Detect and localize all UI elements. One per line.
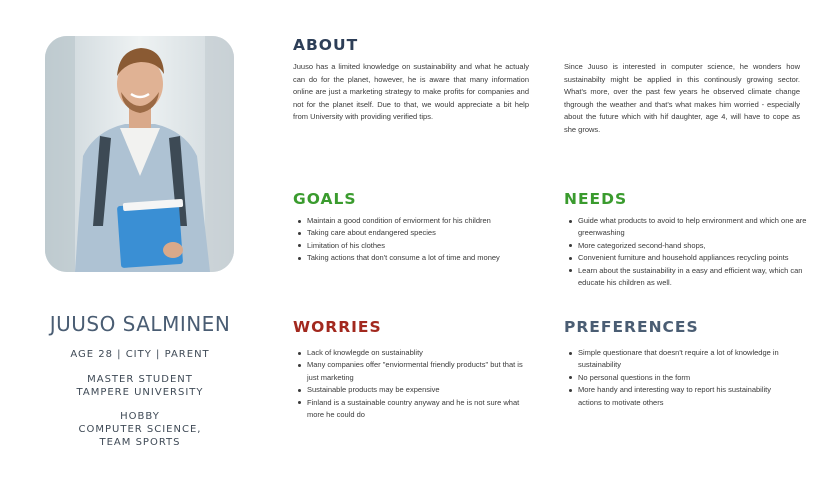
- worries-item: Sustainable products may be expensive: [307, 384, 532, 396]
- goals-item: Taking actions that don't consume a lot of time and money: [307, 252, 552, 264]
- hobby-line: COMPUTER SCIENCE,: [78, 424, 202, 435]
- occupation-line: MASTER STUDENT: [87, 374, 193, 385]
- preferences-list: [564, 347, 788, 409]
- worries-item: Many companies offer "enviormental friendly products" but that is just marketing: [307, 359, 532, 384]
- hobby-label: HOBBY: [120, 411, 160, 422]
- needs-item: Convenient furniture and household appliances recycling points: [578, 252, 808, 264]
- demographics-text: AGE 28 | CITY | PARENT: [70, 349, 210, 360]
- worries-list: [293, 347, 532, 421]
- persona-hobby: [40, 410, 240, 449]
- needs-item: Guide what products to avoid to help environment and which one are greenwashing: [578, 215, 808, 240]
- goals-item: Maintain a good condition of enviorment for his children: [307, 215, 552, 227]
- goals-list: [293, 215, 552, 265]
- preferences-item: Simple questionare that doesn't require a lot of knowledge in sustainability: [578, 347, 788, 372]
- persona-name: JUUSO SALMINEN: [49, 312, 231, 336]
- needs-heading: NEEDS: [564, 190, 628, 208]
- worries-item: Lack of knowlegde on sustainablity: [307, 347, 532, 359]
- about-heading: ABOUT: [293, 36, 359, 54]
- hobby-line: TEAM SPORTS: [99, 437, 181, 448]
- occupation-line: TAMPERE UNIVERSITY: [76, 387, 204, 398]
- about-paragraph-1: Juuso has a limited knowledge on sustainability and what he actualy can do for the planet, however, he is aware that many information online are just a marketing strategy to make profits for companies and not for the planet itself. Due to that, we would appreciate a bit help from University with providing verified tips.: [293, 62, 529, 122]
- preferences-item: No personal questions in the form: [578, 372, 788, 384]
- goals-heading: GOALS: [293, 190, 357, 208]
- about-paragraph-2: Since Juuso is interested in computer science, he wonders how sustainabilty might be applied in this continously growing sector. What's more, over the past few years he observed climate change thgrough the weather and that's what makes him worried - especially about the future which with hif daughter, age 4, will have to cope as she grows.: [564, 62, 800, 134]
- needs-item: Learn about the sustainability in a easy and efficient way, which can educate his children as well.: [578, 265, 808, 290]
- preferences-heading: PREFERENCES: [564, 318, 699, 336]
- persona-occupation: [40, 373, 240, 399]
- persona-portrait-illustration: [45, 36, 234, 272]
- persona-demographics: [40, 348, 240, 361]
- needs-item: More categorized second-hand shops,: [578, 240, 808, 252]
- persona-photo: [45, 36, 234, 272]
- preferences-item: More handy and interesting way to report his sustainability actions to motivate others: [578, 384, 788, 409]
- goals-item: Taking care about endangered species: [307, 227, 552, 239]
- needs-list: [564, 215, 808, 289]
- worries-heading: WORRIES: [293, 318, 382, 336]
- worries-item: Finland is a sustainable country anyway and he is not sure what more he could do: [307, 397, 532, 422]
- goals-item: Limitation of his clothes: [307, 240, 552, 252]
